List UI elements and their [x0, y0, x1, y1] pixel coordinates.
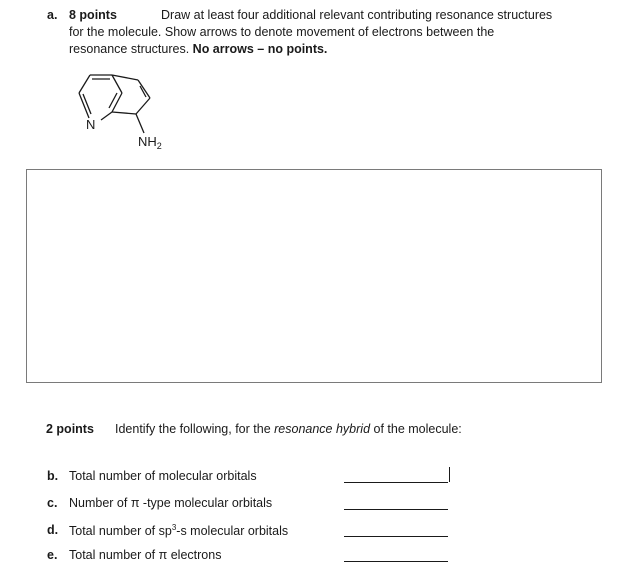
- answer-line-b[interactable]: [344, 482, 448, 483]
- item-e-label: Total number of π electrons: [69, 548, 222, 562]
- item-d-letter: d.: [47, 523, 59, 537]
- answer-line-e[interactable]: [344, 561, 448, 562]
- bond: [136, 98, 150, 114]
- item-c-label: Number of π -type molecular orbitals: [69, 496, 273, 510]
- bond: [112, 93, 122, 112]
- bond: [101, 112, 112, 120]
- item-d-superscript: 3: [171, 523, 177, 532]
- bond: [112, 75, 138, 80]
- answer-line-d[interactable]: [344, 536, 448, 537]
- section2-instruction-pre: Identify the following, for the: [115, 422, 275, 436]
- amine-label: [138, 134, 162, 151]
- section2-instruction: [115, 422, 462, 436]
- amine-label-main: NH: [138, 134, 157, 149]
- resonance-hybrid-term: resonance hybrid: [274, 422, 371, 436]
- answer-line-c[interactable]: [344, 509, 448, 510]
- bond: [112, 75, 122, 93]
- bond: [138, 80, 150, 98]
- item-d-label-post: -s molecular orbitals: [176, 524, 289, 539]
- double-bond-inner: [83, 94, 91, 114]
- item-d-text: [69, 523, 288, 538]
- answer-drawing-box[interactable]: [26, 169, 602, 383]
- ring-nitrogen-label: N: [86, 117, 96, 132]
- bond: [112, 112, 136, 114]
- item-b-letter: b.: [47, 469, 59, 483]
- substituent-bond: [136, 114, 144, 133]
- amine-label-subscript: 2: [156, 141, 162, 151]
- item-e-text: [69, 548, 221, 562]
- item-b-text: [69, 469, 257, 483]
- section2-instruction-post: of the molecule:: [370, 422, 462, 436]
- item-c-text: [69, 496, 272, 510]
- molecule-structure: [0, 0, 624, 170]
- item-e-letter: e.: [47, 548, 58, 562]
- item-d-label-pre: Total number of sp: [69, 524, 172, 539]
- bond: [79, 75, 90, 93]
- question-a-letter: a.: [47, 8, 58, 22]
- no-arrows-warning: No arrows – no points.: [192, 42, 328, 56]
- prompt-line3-text: resonance structures.: [69, 42, 193, 56]
- item-c-letter: c.: [47, 496, 58, 510]
- item-b-label: Total number of molecular orbitals: [69, 469, 257, 483]
- question-a-prompt-line2: for the molecule. Show arrows to denote movement of electrons between the: [69, 25, 495, 39]
- question-a-points: 8 points: [69, 8, 117, 22]
- section2-points: 2 points: [46, 422, 94, 436]
- text-cursor: [449, 467, 450, 482]
- question-a-prompt-line1: Draw at least four additional relevant contributing resonance structures: [161, 8, 553, 22]
